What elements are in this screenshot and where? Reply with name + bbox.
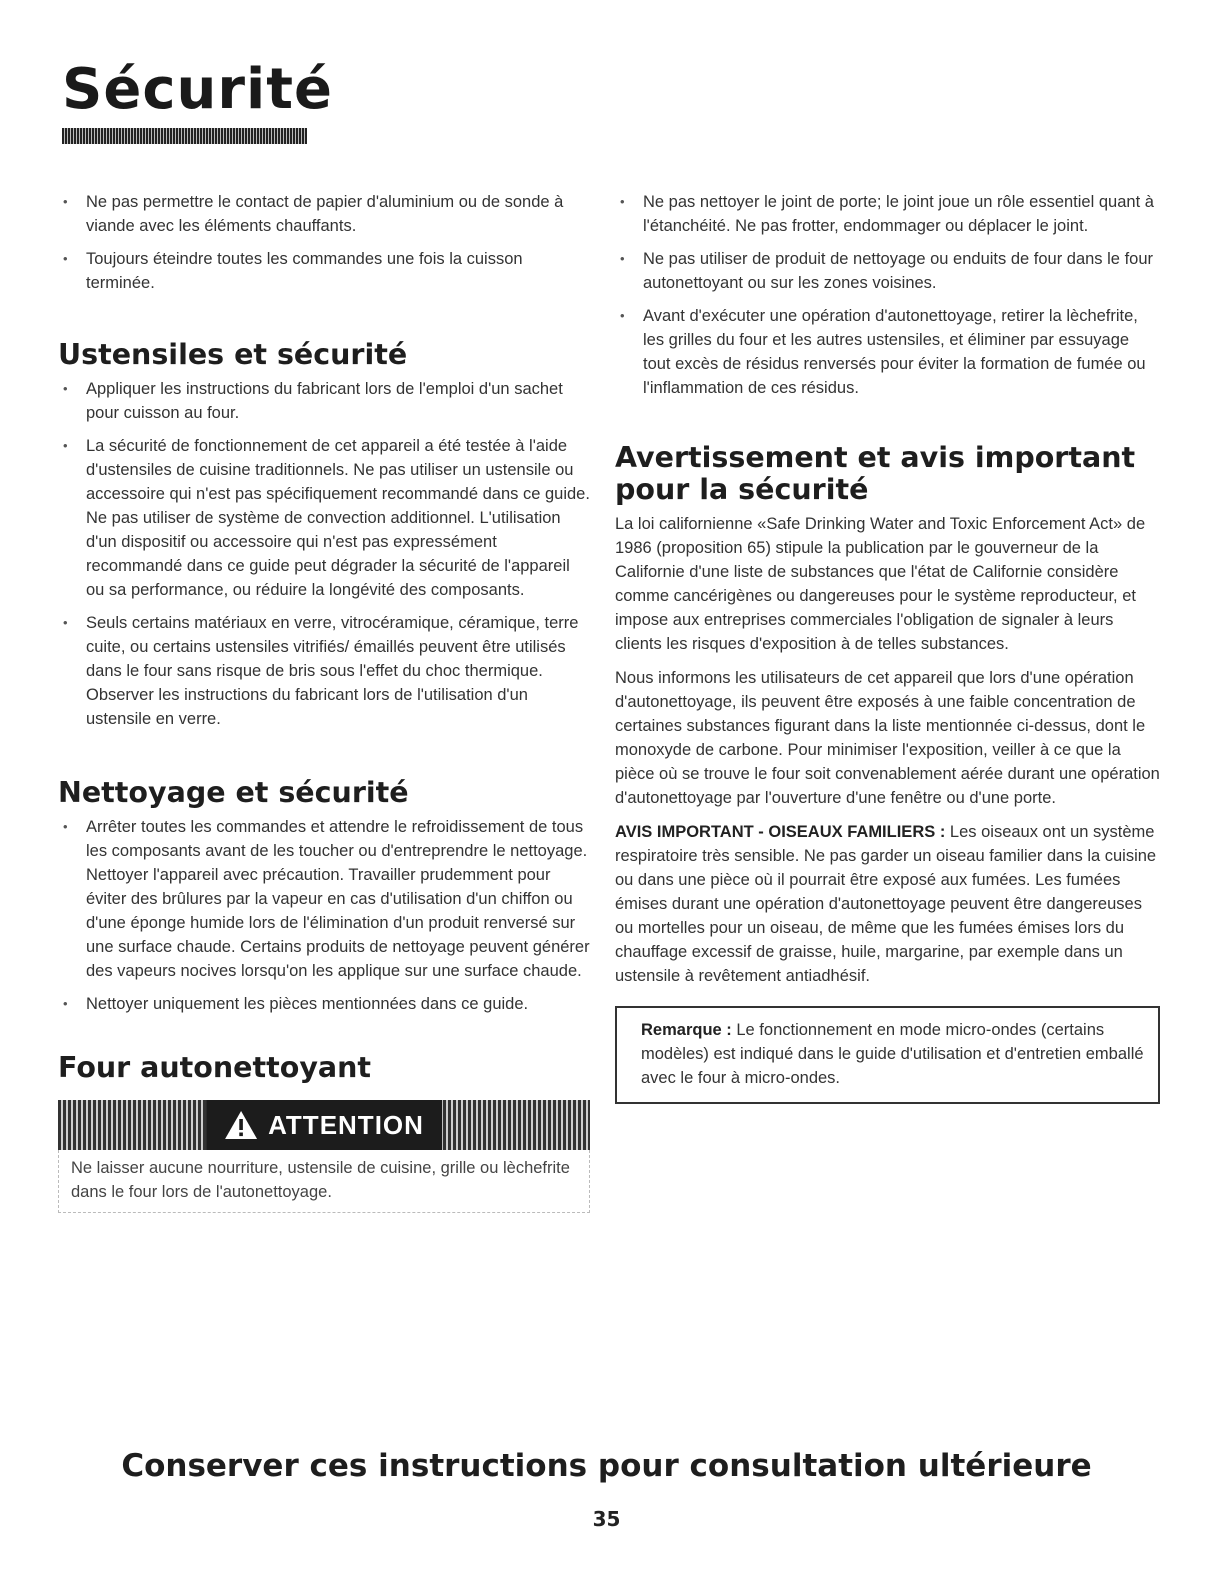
warning-triangle-icon [224, 1110, 258, 1140]
intro-bullets-right [615, 190, 1160, 400]
left-column [58, 190, 590, 1213]
list-item: • Ne pas utiliser de produit de nettoyage ou enduits de four dans le four autonettoyant ou sur les zones voisines. [615, 247, 1160, 295]
list-item: • Appliquer les instructions du fabricant lors de l'emploi d'un sachet pour cuisson au four. [58, 377, 590, 425]
ustensiles-bullets [58, 377, 590, 731]
list-item: • Nettoyer uniquement les pièces mentionnées dans ce guide. [58, 992, 590, 1016]
section-heading-nettoyage: Nettoyage et sécurité [58, 776, 409, 809]
list-item: • Avant d'exécuter une opération d'autonettoyage, retirer la lèchefrite, les grilles du four et les autres ustensiles, et éliminer par essuyage tout excès de résidus renversés pour éviter la formation de fumée ou l'inflammation de ces résidus. [615, 304, 1160, 400]
section-heading-ustensiles: Ustensiles et sécurité [58, 338, 408, 371]
list-item: • Ne pas permettre le contact de papier d'aluminium ou de sonde à viande avec les éléments chauffants. [58, 190, 590, 238]
page-number: 35 [592, 1507, 621, 1531]
list-item: • La sécurité de fonctionnement de cet appareil a été testée à l'aide d'ustensiles de cuisine traditionnels. Ne pas utiliser un ustensile ou accessoire qui n'est pas spécifiquement recommandé dans ce guide. Ne pas utiliser de système de convection additionnel. L'utilisation d'un dispositif ou accessoire qui n'est pas expressément recommandé dans ce guide peut dégrader la sécurité de l'appareil ou sa performance, ou réduire la longévité des composants. [58, 434, 590, 602]
paragraph-avis-oiseaux [615, 820, 1160, 988]
right-column [615, 190, 1160, 1104]
page-title: Sécurité [62, 57, 333, 122]
paragraph-autonettoyage-exposure: Nous informons les utilisateurs de cet appareil que lors d'une opération d'autonettoyage, ils peuvent être exposés à une faible concentration de certaines substances figurant dans la liste mentionnée ci-dessus, dont le monoxyde de carbone. Pour minimiser l'exposition, veiller à ce que la pièce où se trouve le four soit convenablement aérée durant une opération d'autonettoyage par l'ouverture d'une fenêtre ou d'une porte. [615, 669, 1160, 807]
attention-banner [58, 1100, 590, 1150]
attention-label [206, 1100, 442, 1150]
list-item: • Toujours éteindre toutes les commandes une fois la cuisson terminée. [58, 247, 590, 295]
paragraph-proposition-65: La loi californienne «Safe Drinking Water and Toxic Enforcement Act» de 1986 (proposition 65) stipule la publication par le gouverneur de la Californie d'une liste de substances que l'état de Californie considère comme cancérigènes ou dangereuses pour le système reproducteur, et impose aux entreprises commerciales l'obligation de signaler à leurs clients les risques d'exposition à de telles substances. [615, 515, 1146, 653]
attention-text: Ne laisser aucune nourriture, ustensile de cuisine, grille ou lèchefrite dans le four lors de l'autonettoyage. [58, 1150, 590, 1213]
list-item: • Ne pas nettoyer le joint de porte; le joint joue un rôle essentiel quant à l'étanchéité. Ne pas frotter, endommager ou déplacer le joint. [615, 190, 1160, 238]
note-label: Remarque : [641, 1021, 732, 1039]
nettoyage-bullets [58, 815, 590, 1016]
note-box [615, 1006, 1160, 1104]
title-rule [62, 128, 307, 144]
list-item: • Arrêter toutes les commandes et attendre le refroidissement de tous les composants avant de les toucher ou d'entreprendre le nettoyage. Nettoyer l'appareil avec précaution. Travailler prudemment pour éviter des brûlures par la vapeur en cas d'utilisation d'un chiffon ou d'une éponge humide lors de l'élimination d'un produit renversé sur une surface chaude. Certains produits de nettoyage peuvent générer des vapeurs nocives lorsqu'on les applique sur une surface chaude. [58, 815, 590, 983]
note-text: Le fonctionnement en mode micro-ondes (certains modèles) est indiqué dans le guide d'utilisation et d'entretien emballé avec le four à micro-ondes. [641, 1021, 1144, 1087]
avis-label: AVIS IMPORTANT - OISEAUX FAMILIERS : [615, 823, 946, 841]
footer-title: Conserver ces instructions pour consultation ultérieure [121, 1448, 1092, 1484]
section-heading-four: Four autonettoyant [58, 1051, 372, 1084]
attention-label-text: ATTENTION [268, 1109, 424, 1140]
section-heading-avertissement: Avertissement et avis important pour la sécurité [615, 441, 1136, 506]
list-item: • Seuls certains matériaux en verre, vitrocéramique, céramique, terre cuite, ou certains ustensiles vitrifiés/ émaillés peuvent être utilisés dans le four sans risque de bris sous l'effet du choc thermique. Observer les instructions du fabricant lors de l'utilisation d'un ustensile en verre. [58, 611, 590, 731]
avis-text: Les oiseaux ont un système respiratoire très sensible. Ne pas garder un oiseau familier dans la cuisine ou dans une pièce où il pourrait être exposé aux fumées. Les fumées émises durant une opération d'autonettoyage peuvent être dangereuses ou mortelles pour un oiseau, de même que les fumées émises lors du chauffage excessif de graisse, huile, margarine, par exemple dans un ustensile à revêtement antiadhésif. [615, 823, 1157, 985]
intro-bullets-left [58, 190, 590, 295]
